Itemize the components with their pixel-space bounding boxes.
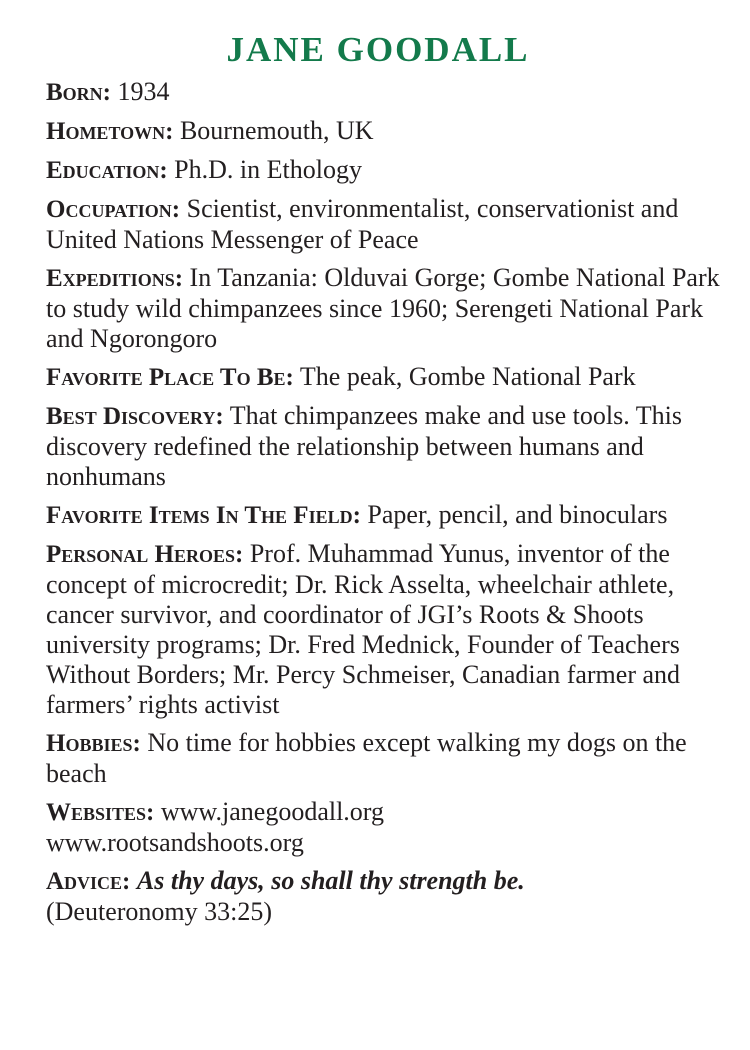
entry-favorite-place — [46, 362, 730, 393]
entry-label: Born: — [46, 79, 111, 107]
entry-label: Expeditions: — [46, 265, 184, 293]
entry-value: Paper, pencil, and binoculars — [367, 500, 668, 530]
entry-label: Favorite Place To Be: — [46, 364, 294, 392]
entry-expeditions — [46, 263, 730, 354]
website-link[interactable]: www.rootsandshoots.org — [46, 828, 304, 858]
profile-entries — [46, 77, 730, 927]
entry-occupation — [46, 194, 730, 255]
entry-advice — [46, 866, 730, 927]
entry-label: Favorite Items In The Field: — [46, 502, 361, 530]
entry-hobbies — [46, 728, 730, 789]
entry-favorite-items — [46, 500, 730, 531]
entry-education — [46, 155, 730, 186]
entry-value: Bournemouth, UK — [179, 116, 374, 146]
entry-value: Scientist, environmentalist, conservationist and United Nations Messenger of Peace — [46, 194, 679, 255]
entry-websites — [46, 797, 730, 858]
entry-value: The peak, Gombe National Park — [299, 362, 636, 392]
entry-hometown — [46, 116, 730, 147]
entry-value: That chimpanzees make and use tools. This discovery redefined the relationship between humans and nonhumans — [46, 401, 682, 492]
entry-label: Education: — [46, 157, 168, 185]
advice-quote: As thy days, so shall thy strength be. — [136, 866, 525, 896]
entry-value: Ph.D. in Ethology — [174, 155, 362, 185]
entry-value: In Tanzania: Olduvai Gorge; Gombe National Park to study wild chimpanzees since 1960; Serengeti National Park and Ngorongoro — [46, 263, 720, 354]
page-title: JANE GOODALL — [226, 30, 530, 69]
entry-label: Personal Heroes: — [46, 541, 244, 569]
entry-label: Occupation: — [46, 196, 181, 224]
entry-label: Best Discovery: — [46, 403, 224, 431]
entry-label: Hometown: — [46, 118, 174, 146]
entry-label: Websites: — [46, 799, 155, 827]
advice-citation: (Deuteronomy 33:25) — [46, 897, 273, 927]
entry-best-discovery — [46, 401, 730, 492]
entry-personal-heroes — [46, 539, 730, 720]
entry-value: No time for hobbies except walking my dogs on the beach — [46, 728, 687, 789]
entry-born — [46, 77, 730, 108]
entry-value: 1934 — [117, 77, 170, 107]
entry-label: Hobbies: — [46, 730, 141, 758]
website-link[interactable]: www.janegoodall.org — [160, 797, 384, 827]
entry-label: Advice: — [46, 868, 131, 896]
entry-value: Prof. Muhammad Yunus, inventor of the concept of microcredit; Dr. Rick Asselta, wheelchair athlete, cancer survivor, and coordinator of JGI’s Roots & Shoots university programs; Dr. Fred Mednick, Founder of Teachers Without Borders; Mr. Percy Schmeiser, Canadian farmer and farmers’ rights activist — [46, 539, 681, 720]
